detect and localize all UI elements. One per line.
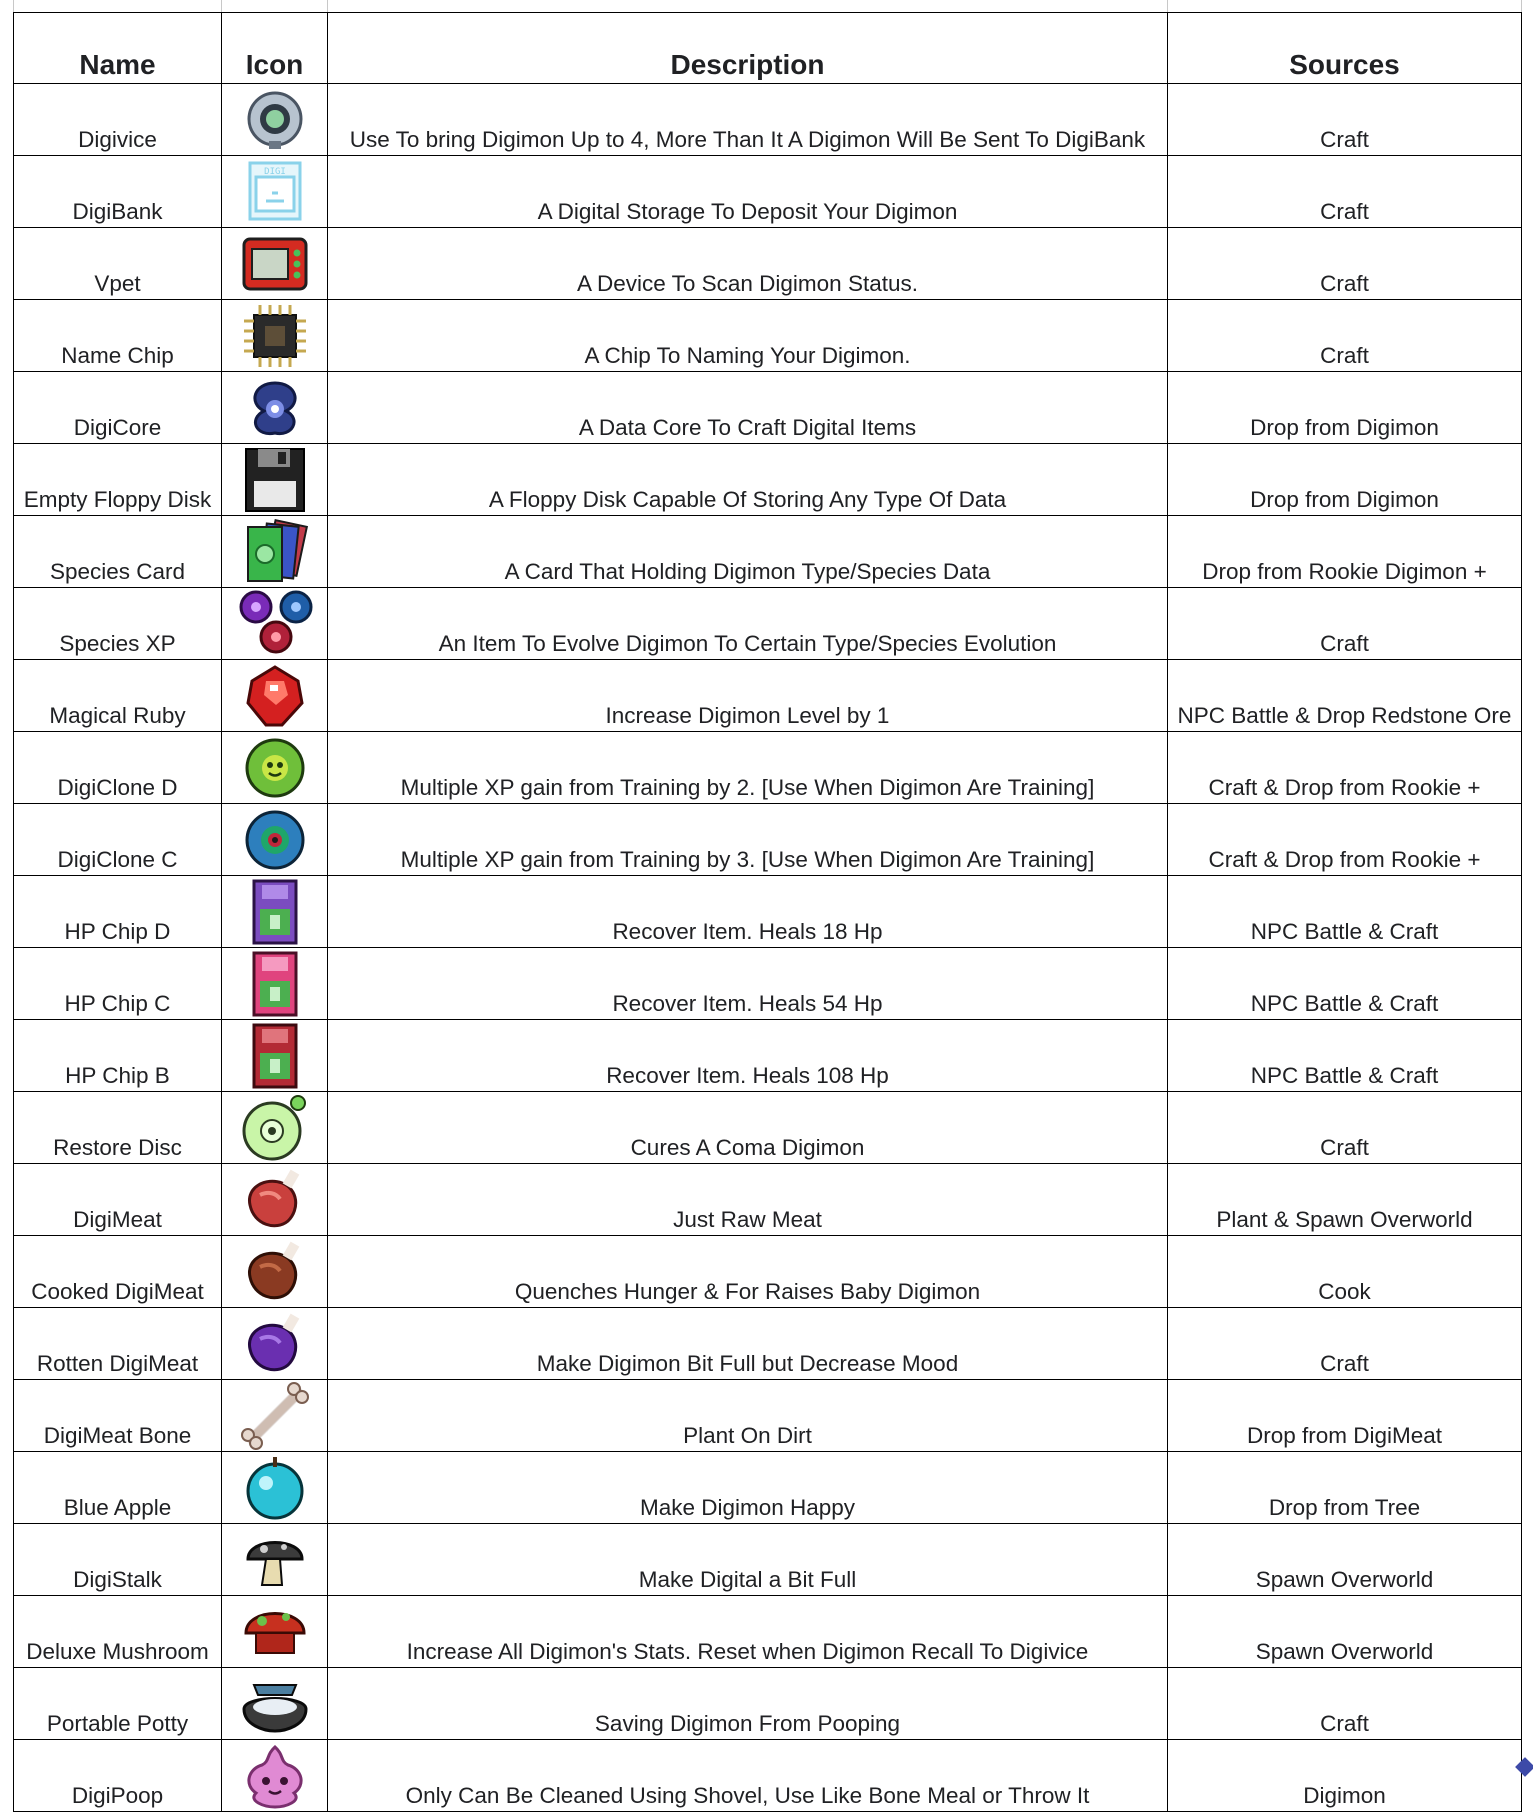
cell-icon[interactable]	[222, 516, 328, 588]
table-row[interactable]	[14, 1236, 1522, 1308]
cell-source[interactable]: Drop from Rookie Digimon +	[1168, 516, 1522, 588]
table-row[interactable]	[14, 876, 1522, 948]
items-table	[13, 12, 1522, 1812]
cell-source[interactable]: Plant & Spawn Overworld	[1168, 1164, 1522, 1236]
table-row[interactable]	[14, 372, 1522, 444]
table-row[interactable]	[14, 1092, 1522, 1164]
cell-source[interactable]: Craft	[1168, 156, 1522, 228]
cell-icon[interactable]	[222, 660, 328, 732]
cell-name[interactable]: Digivice	[14, 84, 222, 156]
species-xp-icon	[236, 589, 314, 658]
table-row[interactable]	[14, 156, 1522, 228]
table-row[interactable]	[14, 588, 1522, 660]
cell-name[interactable]: Portable Potty	[14, 1668, 222, 1740]
cell-description[interactable]: A Chip To Naming Your Digimon.	[328, 300, 1168, 372]
header-row	[14, 13, 1522, 84]
cell-description[interactable]: Multiple XP gain from Training by 2. [Use When Digimon Are Training]	[328, 732, 1168, 804]
cell-description[interactable]: Recover Item. Heals 18 Hp	[328, 876, 1168, 948]
cell-name[interactable]: Deluxe Mushroom	[14, 1596, 222, 1668]
cell-icon[interactable]	[222, 228, 328, 300]
cell-source[interactable]: Craft & Drop from Rookie +	[1168, 804, 1522, 876]
restore-disc-icon	[236, 1093, 314, 1162]
cell-source[interactable]: Craft	[1168, 1308, 1522, 1380]
cell-source[interactable]: Digimon	[1168, 1740, 1522, 1812]
cell-description[interactable]: Cures A Coma Digimon	[328, 1092, 1168, 1164]
cell-description[interactable]: Saving Digimon From Pooping	[328, 1668, 1168, 1740]
cell-icon[interactable]	[222, 444, 328, 516]
cell-icon[interactable]	[222, 588, 328, 660]
cell-icon[interactable]	[222, 804, 328, 876]
header-description[interactable]: Description	[328, 13, 1168, 84]
cell-source[interactable]: Craft	[1168, 1092, 1522, 1164]
ruby-icon	[236, 661, 314, 730]
cell-name[interactable]: DigiClone C	[14, 804, 222, 876]
cell-source[interactable]: Spawn Overworld	[1168, 1596, 1522, 1668]
cell-description[interactable]: Just Raw Meat	[328, 1164, 1168, 1236]
cell-source[interactable]: NPC Battle & Craft	[1168, 1020, 1522, 1092]
cell-description[interactable]: A Card That Holding Digimon Type/Species Data	[328, 516, 1168, 588]
vpet-icon	[236, 229, 314, 298]
cell-name[interactable]: Name Chip	[14, 300, 222, 372]
hp-chip-b-icon	[236, 1021, 314, 1090]
digivice-icon	[236, 85, 314, 154]
cell-icon[interactable]	[222, 732, 328, 804]
table-body	[14, 84, 1522, 1812]
cell-source[interactable]: NPC Battle & Craft	[1168, 876, 1522, 948]
cell-name[interactable]: DigiBank	[14, 156, 222, 228]
cell-description[interactable]: Make Digimon Happy	[328, 1452, 1168, 1524]
table-row[interactable]	[14, 1452, 1522, 1524]
cell-source[interactable]: Drop from Tree	[1168, 1452, 1522, 1524]
header-icon[interactable]: Icon	[222, 13, 328, 84]
cell-icon[interactable]	[222, 1524, 328, 1596]
cell-source[interactable]: Craft	[1168, 300, 1522, 372]
cell-source[interactable]: Drop from Digimon	[1168, 372, 1522, 444]
cell-icon[interactable]	[222, 156, 328, 228]
cell-icon[interactable]	[222, 1380, 328, 1452]
cell-name[interactable]: Vpet	[14, 228, 222, 300]
cooked-digimeat-icon	[236, 1237, 314, 1306]
gridline	[1521, 0, 1522, 12]
cell-icon[interactable]	[222, 84, 328, 156]
table-row[interactable]	[14, 84, 1522, 156]
floppy-disk-icon	[236, 445, 314, 514]
cell-icon[interactable]	[222, 1308, 328, 1380]
cell-icon[interactable]	[222, 1668, 328, 1740]
cell-name[interactable]: HP Chip B	[14, 1020, 222, 1092]
blue-apple-icon	[236, 1453, 314, 1522]
cell-name[interactable]: Species XP	[14, 588, 222, 660]
cell-description[interactable]: Multiple XP gain from Training by 3. [Use When Digimon Are Training]	[328, 804, 1168, 876]
digibank-icon	[236, 157, 314, 226]
cell-icon[interactable]	[222, 372, 328, 444]
cell-description[interactable]: An Item To Evolve Digimon To Certain Type/Species Evolution	[328, 588, 1168, 660]
bone-icon	[236, 1381, 314, 1450]
gridline	[1167, 0, 1168, 12]
cell-icon[interactable]	[222, 948, 328, 1020]
cell-description[interactable]: A Device To Scan Digimon Status.	[328, 228, 1168, 300]
cell-description[interactable]: Plant On Dirt	[328, 1380, 1168, 1452]
cell-source[interactable]: Drop from DigiMeat	[1168, 1380, 1522, 1452]
table-row[interactable]	[14, 660, 1522, 732]
table-row[interactable]	[14, 1596, 1522, 1668]
cell-description[interactable]: A Digital Storage To Deposit Your Digimon	[328, 156, 1168, 228]
table-row[interactable]	[14, 516, 1522, 588]
table-row[interactable]	[14, 1668, 1522, 1740]
digiclone-d-icon	[236, 733, 314, 802]
gridline	[13, 0, 14, 12]
cell-description[interactable]: A Data Core To Craft Digital Items	[328, 372, 1168, 444]
cell-description[interactable]: Use To bring Digimon Up to 4, More Than It A Digimon Will Be Sent To DigiBank	[328, 84, 1168, 156]
cell-name[interactable]: DigiMeat Bone	[14, 1380, 222, 1452]
cell-source[interactable]: Spawn Overworld	[1168, 1524, 1522, 1596]
table-row[interactable]	[14, 1380, 1522, 1452]
potty-icon	[236, 1669, 314, 1738]
cell-name[interactable]: HP Chip D	[14, 876, 222, 948]
cell-description[interactable]: Recover Item. Heals 54 Hp	[328, 948, 1168, 1020]
cell-icon[interactable]	[222, 300, 328, 372]
digistalk-icon	[236, 1525, 314, 1594]
table-row[interactable]	[14, 300, 1522, 372]
cell-description[interactable]: Recover Item. Heals 108 Hp	[328, 1020, 1168, 1092]
cell-description[interactable]: Make Digital a Bit Full	[328, 1524, 1168, 1596]
digiclone-c-icon	[236, 805, 314, 874]
cell-source[interactable]: NPC Battle & Craft	[1168, 948, 1522, 1020]
cell-description[interactable]: Quenches Hunger & For Raises Baby Digimon	[328, 1236, 1168, 1308]
mushroom-icon	[236, 1597, 314, 1666]
cell-name[interactable]: DigiStalk	[14, 1524, 222, 1596]
hp-chip-d-icon	[236, 877, 314, 946]
species-card-icon	[236, 517, 314, 586]
cell-source[interactable]: Craft	[1168, 84, 1522, 156]
digicore-icon	[236, 373, 314, 442]
cell-description[interactable]: Increase Digimon Level by 1	[328, 660, 1168, 732]
cell-source[interactable]: Cook	[1168, 1236, 1522, 1308]
header-sources[interactable]: Sources	[1168, 13, 1522, 84]
cell-icon[interactable]	[222, 1236, 328, 1308]
table-row[interactable]	[14, 1020, 1522, 1092]
cell-name[interactable]: DigiClone D	[14, 732, 222, 804]
table-row[interactable]	[14, 1524, 1522, 1596]
cell-icon[interactable]	[222, 1452, 328, 1524]
cell-name[interactable]: Species Card	[14, 516, 222, 588]
cell-name[interactable]: DigiPoop	[14, 1740, 222, 1812]
table-row[interactable]	[14, 948, 1522, 1020]
hp-chip-c-icon	[236, 949, 314, 1018]
table-row[interactable]	[14, 804, 1522, 876]
svg-text:DIGI: DIGI	[263, 167, 286, 177]
cell-icon[interactable]	[222, 1164, 328, 1236]
cell-source[interactable]: Craft & Drop from Rookie +	[1168, 732, 1522, 804]
table-row[interactable]	[14, 1164, 1522, 1236]
cell-icon[interactable]	[222, 876, 328, 948]
cell-source[interactable]: Craft	[1168, 588, 1522, 660]
gridline	[221, 0, 222, 12]
header-name[interactable]: Name	[14, 13, 222, 84]
cell-name[interactable]: HP Chip C	[14, 948, 222, 1020]
cell-description[interactable]: A Floppy Disk Capable Of Storing Any Type Of Data	[328, 444, 1168, 516]
cell-description[interactable]: Increase All Digimon's Stats. Reset when Digimon Recall To Digivice	[328, 1596, 1168, 1668]
cell-icon[interactable]	[222, 1596, 328, 1668]
cell-name[interactable]: DigiCore	[14, 372, 222, 444]
cell-source[interactable]: Drop from Digimon	[1168, 444, 1522, 516]
cell-icon[interactable]	[222, 1092, 328, 1164]
cell-name[interactable]: Blue Apple	[14, 1452, 222, 1524]
gridline	[327, 0, 328, 12]
cell-name[interactable]: Cooked DigiMeat	[14, 1236, 222, 1308]
cell-icon[interactable]	[222, 1020, 328, 1092]
cell-description[interactable]: Only Can Be Cleaned Using Shovel, Use Like Bone Meal or Throw It	[328, 1740, 1168, 1812]
rotten-digimeat-icon	[236, 1309, 314, 1378]
cell-name[interactable]: Empty Floppy Disk	[14, 444, 222, 516]
cell-name[interactable]: Restore Disc	[14, 1092, 222, 1164]
table-row[interactable]	[14, 228, 1522, 300]
table-row[interactable]	[14, 732, 1522, 804]
cell-name[interactable]: Magical Ruby	[14, 660, 222, 732]
cell-source[interactable]: NPC Battle & Drop Redstone Ore	[1168, 660, 1522, 732]
cell-description[interactable]: Make Digimon Bit Full but Decrease Mood	[328, 1308, 1168, 1380]
cell-source[interactable]: Craft	[1168, 1668, 1522, 1740]
table-row[interactable]	[14, 444, 1522, 516]
cell-name[interactable]: Rotten DigiMeat	[14, 1308, 222, 1380]
table-row[interactable]	[14, 1308, 1522, 1380]
name-chip-icon	[236, 301, 314, 370]
cell-name[interactable]: DigiMeat	[14, 1164, 222, 1236]
digimeat-icon	[236, 1165, 314, 1234]
cell-source[interactable]: Craft	[1168, 228, 1522, 300]
